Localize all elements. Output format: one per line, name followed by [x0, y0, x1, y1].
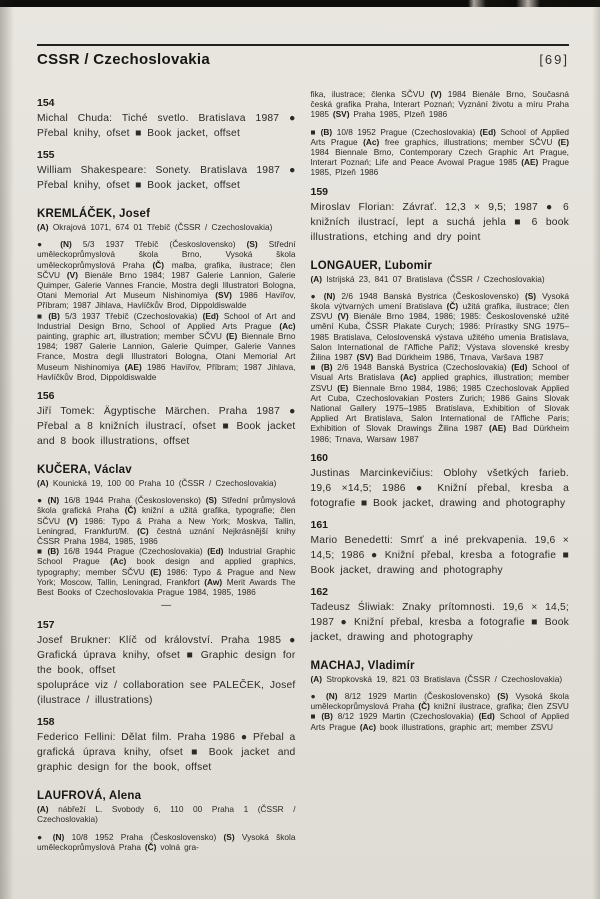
column-left	[37, 89, 296, 852]
artist-address: (A) Kounická 19, 100 00 Praha 10 (ČSSR / Czechoslovakia)	[37, 478, 277, 489]
page-content	[37, 44, 569, 852]
entry-note: spolupráce viz / collaboration see PALEČEK, Josef (ilustrace / illustrations)	[37, 680, 296, 707]
bio-english: ■ (B) 2/6 1948 Banská Bystrica (Czechoslovakia) (Ed) School of Visual Arts Bratislava (Ac) applied graphics, illustration; member ZSVU (E) Biennale Brno 1984, 1986; 1985 Czechoslovak Applied Art Cuba, Czechoslovakian Posters Zurich; 1986 Gains Slovak National Gallery 1975–1985 Bratislava, Exhibition of Slovak Applied Art Bratislava, Salon International de l'Affiche Paris; Exhibition of Slovak Drawings Žilina 1987 (AE) Bad Dürkheim 1986; Trnava, Warsaw 1987	[310, 362, 570, 444]
entry-text: Josef Brukner: Klíč od království. Praha 1985 ● Grafická úprava knihy, ofset ■ Graphic design for the book, offset	[37, 635, 296, 677]
artist-address: (A) Stropkovská 19, 821 03 Bratislava (ČSSR / Czechoslovakia)	[310, 673, 563, 684]
bio-czech: ● (N) 16/8 1944 Praha (Československo) (S) Střední průmyslová škola grafická Praha (Č) knižní a užitá grafika, typografie; člen SČVU (V) 1986: Typo & Praha a New York; Moskva, Tallin, Leningrad, Frankfurt/M. (C) čestná uznání Nejkrásnější knihy ČSSR Praha 1984, 1985, 1986	[37, 495, 296, 547]
page-number: [69]	[539, 52, 569, 67]
bio-english: ■ (B) 16/8 1944 Prague (Czechoslovakia) (Ed) Industrial Graphic School Prague (Ac) book design and applied graphics, typography; member SČVU (E) 1986: Typo & Prague and New York; Moscow, Tallin, Leningrad, Frankfort (Aw) Merit Awards The Best Books of Czechoslovakia Prague 1984, 1985, 1986	[37, 546, 296, 598]
entry-text: Jiří Tomek: Ägyptische Märchen. Praha 1987 ● Přebal a 8 knižních ilustrací, ofset ■ Book jacket and 8 book illustrations, offset	[37, 406, 296, 448]
entry-number: 159	[310, 185, 329, 198]
entry-number: 154	[37, 97, 55, 109]
bio-czech: ● (N) 2/6 1948 Banská Bystrica (Československo) (S) Vysoká škola výtvarných umení Bratislava (Č) užitá grafika, ilustrace; člen ZSVU (V) Bienále Brno 1984, 1986; 1985: Československé užité umění Kuba, ČSSR Plakate Curych; 1986: Prírastky SNG 1975–1985 Bratislava, Celoslovenská výstava užitého umenia Bratislava, Salon International de l'Affiche Paříž; Výstava slovenské kresby Žilina 1987 (SV) Bad Dürkheim 1986, Trnava, Varšava 1987	[310, 290, 569, 363]
entry-text: Miroslav Florian: Závrať. 12,3 × 9,5; 1987 ● 6 knižních ilustrací, lept a suchá jehla ■ 6 book illustrations, etching and dry point	[310, 201, 569, 243]
bio-english: fika, ilustrace; členka SČVU (V) 1984 Bienále Brno, Současná česká grafika Praha, Interart Poznań; Vyznání životu a míru Praha 1985 (SV) Praha 1985, Plzeň 1986	[310, 89, 569, 120]
artist-name: LONGAUER, Ľubomir	[310, 259, 433, 272]
two-column-layout	[37, 89, 569, 852]
entry-text: Federico Fellini: Dělat film. Praha 1986 ● Přebal a grafická úprava knihy, ofset ■ Book jacket and graphic design for the book, offset	[37, 732, 296, 774]
entry-text: Michal Chuda: Tiché svetlo. Bratislava 1987 ● Přebal knihy, ofset ■ Book jacket, offset	[37, 113, 296, 139]
scan-edge-top	[0, 0, 600, 7]
bio-czech: ● (N) 8/12 1929 Martin (Československo) (S) Vysoká škola uměleckoprůmyslová Praha (Č) knižní ilustrace, grafika; člen ZSVU	[310, 691, 569, 712]
bio-english: ■ (B) 5/3 1937 Třebíč (Czechoslovakia) (Ed) School of Art and Industrial Design Brno, School of Applied Arts Prague (Ac) painting, graphic art, illustration; member SČVU (E) Biennale Brno 1984; 1987 Galerie Lannion, Galerie Quimper, Galerie Vannes France, Mostra degli Illustratori Bologna, Otani Memorial Art Museum Nishinomiya (AE) 1986 Havířov, Příbram; 1987 Jihlava, Havlíčkův Brod, Dippoldiswalde	[37, 310, 296, 382]
section-title: CSSR / Czechoslovakia	[37, 51, 211, 68]
artist-name: KUČERA, Václav	[37, 464, 132, 477]
page-header	[37, 44, 569, 68]
scan-edge-left	[0, 0, 14, 899]
artist-name: LAUFROVÁ, Alena	[37, 790, 142, 803]
entry-text: Mario Benedetti: Smrť a iné prekvapenia. 19,6 × 14,5; 1986 ● Knižní přebal, kresba a fotografie ■ Book jacket, drawing and photography	[310, 534, 569, 576]
bio-czech: ● (N) 10/8 1952 Praha (Československo) (S) Vysoká škola uměleckoprůmyslová Praha (Č) volná gra-	[37, 831, 296, 852]
column-right	[311, 89, 570, 852]
entry-text: Justinas Marcinkevičius: Oblohy všetkých farieb. 19,6 ×14,5; 1986 ● Knižní přebal, kresba a fotografie ■ Book jacket, drawing and photography	[310, 467, 569, 509]
bio-english: ■ (B) 8/12 1929 Martin (Czechoslovakia) (Ed) School of Applied Arts Prague (Ac) book illustrations, graphic art; member ZSVU	[310, 711, 569, 732]
entry-text: Tadeusz Śliwiak: Znaky prítomnosti. 19,6 × 14,5; 1987 ● Knižní přebal, kresba a fotografie ■ Book jacket, drawing and photography	[310, 601, 569, 643]
bio-czech: ■ (B) 10/8 1952 Prague (Czechoslovakia) (Ed) School of Applied Arts Prague (Ac) free graphics, illustrations; member SČVU (E) 1984 Biennale Brno, Contemporary Czech Graphic Art Prague, Interart Poznań; Life and Peace Avowal Prague 1985 (AE) Prague 1985, Plzeň 1986	[310, 126, 569, 178]
entry-number: 158	[37, 716, 55, 729]
scan-edge-right	[592, 0, 600, 899]
entry-text: William Shakespeare: Sonety. Bratislava 1987 ● Přebal knihy, ofset ■ Book jacket, offset	[37, 165, 296, 191]
entry-number: 161	[310, 518, 329, 531]
entry-number: 160	[310, 451, 329, 464]
entry-number: 157	[37, 619, 55, 632]
separator-dash: —	[161, 600, 172, 612]
bio-czech: ● (N) 5/3 1937 Třebíč (Československo) (S) Střední uměleckoprůmyslová škola Brno, Vysoká škola uměleckoprůmyslová Praha (Č) malba, grafika, ilustrace; člen SČVU (V) Bienále Brno 1984; 1987 Galerie Lannion, Galerie Quimper, Galerie Vannes Francie, Mostra degli Illustratori Bologna, Otani Memorial Art Museum Nishinomiya (SV) 1986 Havířov, Příbram; 1987 Jihlava, Havlíčkův Brod, Dippoldiswalde	[37, 239, 296, 311]
entry-number: 156	[37, 390, 55, 403]
artist-name: MACHAJ, Vladimír	[310, 659, 415, 672]
artist-address: (A) nábřeží L. Svobody 6, 110 00 Praha 1 (ČSSR / Czechoslovakia)	[37, 804, 296, 825]
entry-number: 155	[37, 149, 55, 161]
artist-address: (A) Istrijská 23, 841 07 Bratislava (ČSSR / Czechoslovakia)	[310, 273, 545, 284]
entry-number: 162	[310, 585, 329, 598]
artist-address: (A) Okrajová 1071, 674 01 Třebíč (ČSSR / Czechoslovakia)	[37, 222, 273, 232]
artist-name: KREMLÁČEK, Josef	[37, 208, 151, 220]
